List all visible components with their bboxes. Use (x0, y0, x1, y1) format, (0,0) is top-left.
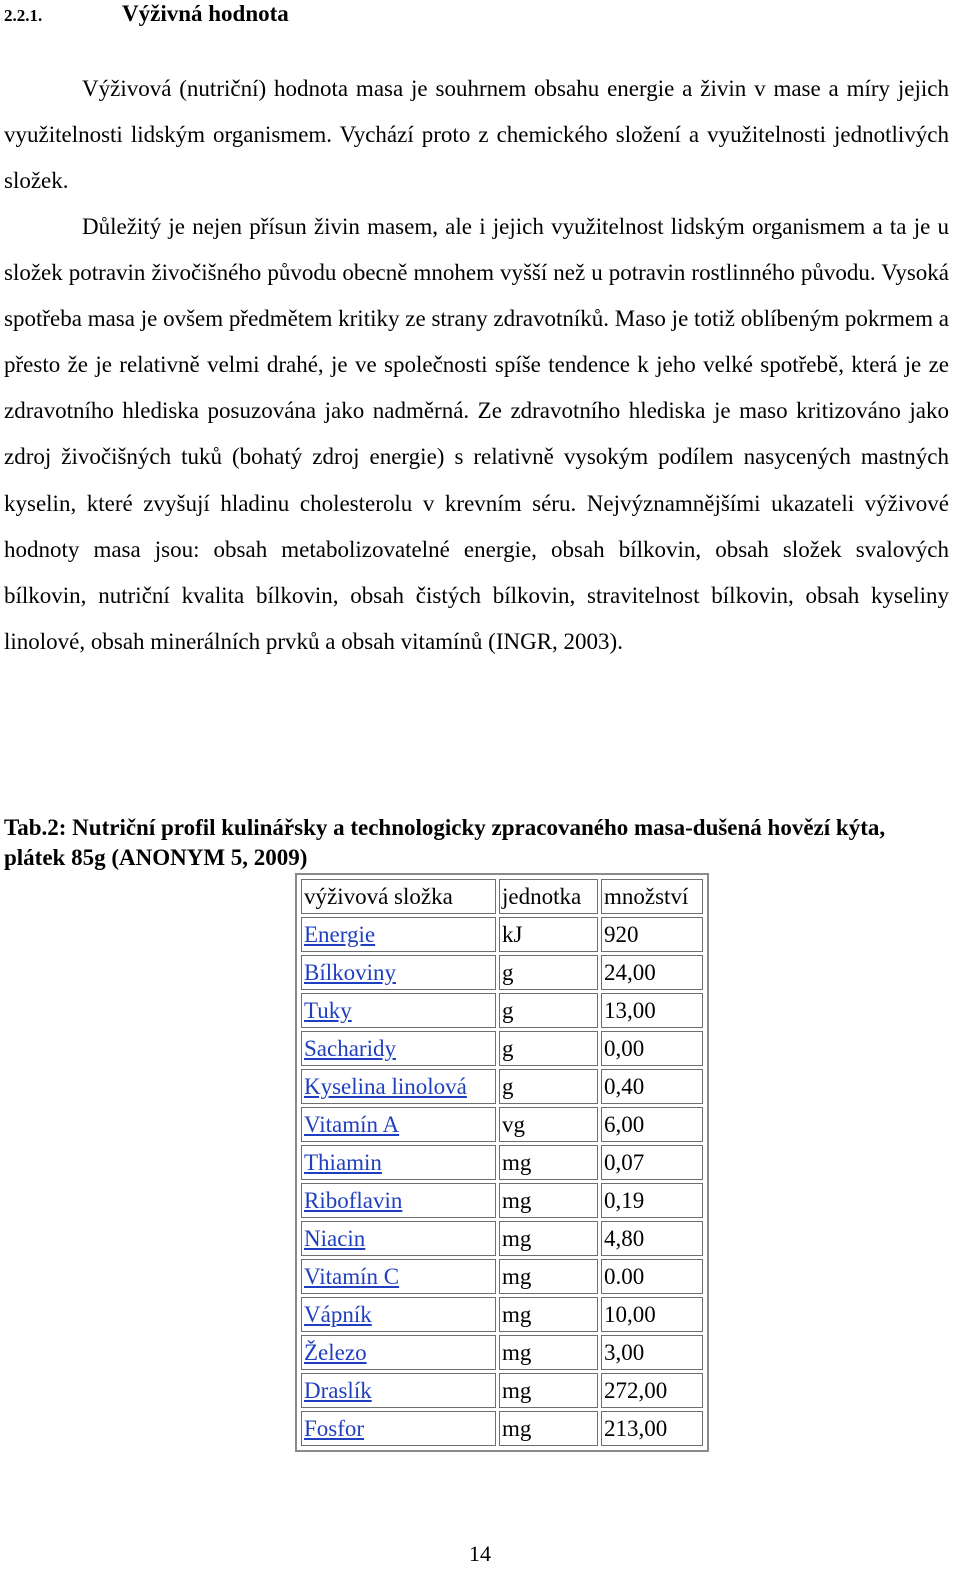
unit-cell: g (499, 1069, 598, 1104)
section-title: Výživná hodnota (122, 1, 289, 26)
table-row (301, 1297, 703, 1332)
unit-cell: mg (499, 1335, 598, 1370)
amount-cell: 3,00 (601, 1335, 703, 1370)
unit-cell: kJ (499, 917, 598, 952)
table-row (301, 1069, 703, 1104)
amount-cell: 0.00 (601, 1259, 703, 1294)
amount-cell: 0,07 (601, 1145, 703, 1180)
amount-cell: 6,00 (601, 1107, 703, 1142)
section-number: 2.2.1. (4, 6, 43, 25)
amount-cell: 213,00 (601, 1411, 703, 1446)
nutrient-link[interactable]: Energie (304, 921, 376, 947)
nutrient-link[interactable]: Thiamin (304, 1149, 382, 1175)
nutrient-link[interactable]: Sacharidy (304, 1035, 396, 1061)
nutrient-link[interactable]: Niacin (304, 1225, 366, 1251)
amount-cell: 920 (601, 917, 703, 952)
nutrient-cell (301, 1221, 496, 1256)
nutrient-link[interactable]: Bílkoviny (304, 959, 397, 985)
table-row (301, 993, 703, 1028)
nutrient-cell (301, 1335, 496, 1370)
nutrition-table-frame (295, 873, 709, 1452)
nutrient-link[interactable]: Riboflavin (304, 1187, 403, 1213)
nutrient-cell (301, 993, 496, 1028)
nutrient-link[interactable]: Draslík (304, 1377, 372, 1403)
nutrient-cell (301, 1107, 496, 1142)
table-row (301, 1107, 703, 1142)
paragraph-main: Důležitý je nejen přísun živin masem, ale i jejich využitelnost lidským organismem a ta je u složek potravin živočišného původu obecně mnohem vyšší než u potravin rostlinného původu. Vysoká spotřeba masa je ovšem předmětem kritiky ze strany zdravotníků. Maso je totiž oblíbeným pokrmem a přesto že je relativně velmi drahé, je ve společnosti spíše tendence k jeho velké spotřebě, která je ze zdravotního hlediska posuzována jako nadměrná. Ze zdravotního hlediska je maso kritizováno jako zdroj živočišných tuků (bohatý zdroj energie) s relativně vysokým podílem nasycených mastných kyselin, které zvyšují hladinu cholesterolu v krevním séru. Nejvýznamnějšími ukazateli výživové hodnoty masa jsou: obsah metabolizovatelné energie, obsah bílkovin, obsah složek svalových bílkovin, nutriční kvalita bílkovin, obsah čistých bílkovin, stravitelnost bílkovin, obsah kyseliny linolové, obsah minerálních prvků a obsah vitamínů (INGR, 2003). (4, 214, 949, 654)
unit-cell: mg (499, 1183, 598, 1218)
nutrient-link[interactable]: Vápník (304, 1301, 372, 1327)
header-cell-unit: jednotka (499, 879, 598, 914)
table-row (301, 1221, 703, 1256)
nutrient-cell (301, 955, 496, 990)
nutrient-link[interactable]: Vitamín C (304, 1263, 400, 1289)
nutrient-link[interactable]: Tuky (304, 997, 352, 1023)
table-row (301, 1373, 703, 1408)
table-row (301, 1145, 703, 1180)
table-row (301, 1259, 703, 1294)
table-row (301, 1335, 703, 1370)
nutrient-cell (301, 1373, 496, 1408)
unit-cell: mg (499, 1221, 598, 1256)
unit-cell: g (499, 993, 598, 1028)
table-row (301, 1411, 703, 1446)
amount-cell: 0,40 (601, 1069, 703, 1104)
table-row (301, 1183, 703, 1218)
amount-cell: 0,00 (601, 1031, 703, 1066)
table-caption: Tab.2: Nutriční profil kulinářsky a technologicky zpracovaného masa-dušená hovězí kýta, plátek 85g (ANONYM 5, 2009) (4, 815, 886, 870)
amount-cell: 10,00 (601, 1297, 703, 1332)
table-row (301, 917, 703, 952)
section-heading (4, 0, 289, 30)
unit-cell: g (499, 955, 598, 990)
nutrient-cell (301, 1411, 496, 1446)
nutrient-link[interactable]: Kyselina linolová (304, 1073, 467, 1099)
page-number: 14 (469, 1541, 491, 1566)
header-cell-amount: množství (601, 879, 703, 914)
nutrient-cell (301, 917, 496, 952)
nutrition-table (298, 876, 706, 1449)
nutrient-link[interactable]: Železo (304, 1339, 367, 1365)
nutrient-link[interactable]: Fosfor (304, 1415, 365, 1441)
nutrient-link[interactable]: Vitamín A (304, 1111, 400, 1137)
amount-cell: 272,00 (601, 1373, 703, 1408)
table-row (301, 955, 703, 990)
unit-cell: mg (499, 1145, 598, 1180)
unit-cell: mg (499, 1297, 598, 1332)
unit-cell: g (499, 1031, 598, 1066)
amount-cell: 0,19 (601, 1183, 703, 1218)
amount-cell: 4,80 (601, 1221, 703, 1256)
header-cell-component: výživová složka (301, 879, 496, 914)
paragraph-intro: Výživová (nutriční) hodnota masa je souhrnem obsahu energie a živin v mase a míry jejich využitelnosti lidským organismem. Vychází proto z chemického složení a využitelnosti jednotlivých složek. (4, 76, 949, 194)
amount-cell: 13,00 (601, 993, 703, 1028)
unit-cell: mg (499, 1411, 598, 1446)
nutrient-cell (301, 1069, 496, 1104)
nutrient-cell (301, 1145, 496, 1180)
unit-cell: mg (499, 1373, 598, 1408)
unit-cell: mg (499, 1259, 598, 1294)
amount-cell: 24,00 (601, 955, 703, 990)
table-header-row (301, 879, 703, 914)
nutrient-cell (301, 1259, 496, 1294)
unit-cell: vg (499, 1107, 598, 1142)
table-row (301, 1031, 703, 1066)
nutrient-cell (301, 1031, 496, 1066)
nutrient-cell (301, 1297, 496, 1332)
nutrient-cell (301, 1183, 496, 1218)
